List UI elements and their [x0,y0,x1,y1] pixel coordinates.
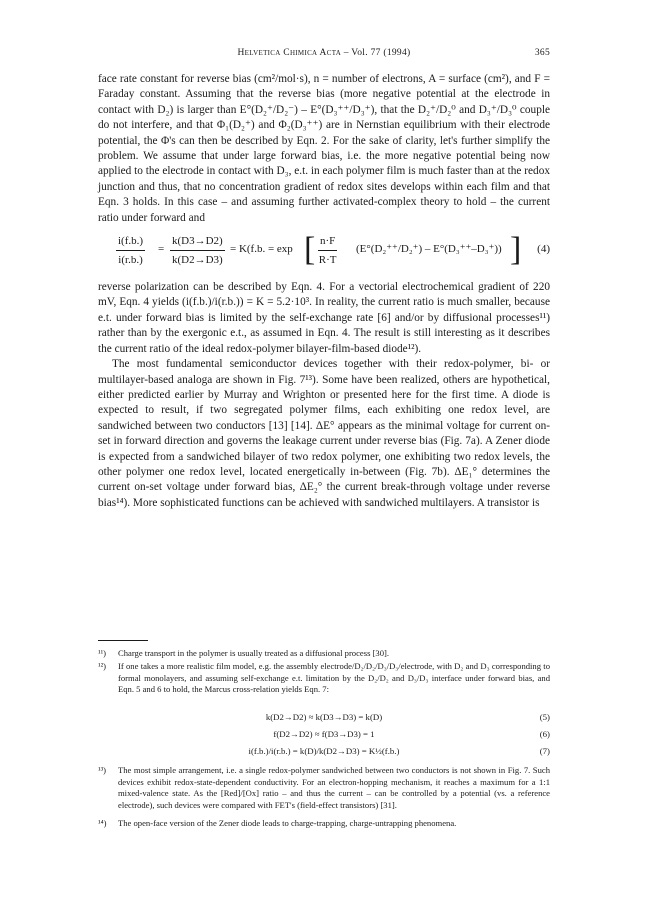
footnote-11 [98,648,550,660]
footnote-13 [98,765,550,811]
footnote-14-mark: ¹⁴) [98,818,107,828]
eq4-rate-fraction [170,234,225,269]
eq4-lhs-numerator: i(f.b.) [116,234,145,251]
equation-6 [98,729,550,741]
eq6-text: f(D2→D2) ≈ f(D3→D3) = 1 [273,729,375,739]
footnote-13-mark: ¹³) [98,765,107,775]
equation-4 [98,230,550,278]
eq4-inner-numerator: n·F [318,234,337,251]
paragraph-1b: reverse polarization can be described by Eqn. 4. For a vectorial electrochemical gradient of 220 mV, Eqn. 4 yields (i(f.b.)/i(r.b.)) = K = 5.2·10³. In reality, the current ratio is much smaller, because e.t. under forward bias is limited by the self-exchange rate [6] and/or by diffusional processes¹¹) rather than by the exergonic e.t., as assumed in Eqn. 4. The result is still interesting as it describes the current ratio of the ideal redox-polymer bilayer-film-based diode¹²). [98,281,550,355]
page-number: 365 [534,48,550,58]
equation-7 [98,746,550,758]
equation-5 [98,712,550,724]
eq5-number: (5) [539,712,550,722]
eq7-text: i(f.b.)/i(r.b.) = k(D)/k(D2→D3) = K½(f.b.) [248,746,400,756]
footnote-11-text: Charge transport in the polymer is usually treated as a diffusional process [30]. [118,648,390,658]
running-header [98,48,550,62]
eq4-rate-numerator: k(D3→D2) [170,234,225,251]
eq4-number: (4) [537,243,550,256]
eq4-right-bracket: ] [510,231,522,269]
eq4-inner-denominator: R·T [318,254,337,267]
eq4-inner-fraction [318,234,337,269]
footnote-11-mark: ¹¹) [98,648,107,658]
eq7-number: (7) [539,746,550,756]
journal-name: Helvetica Chimica Acta [237,48,342,58]
paragraph-1a: face rate constant for reverse bias (cm²/mol·s), n = number of electrons, A = surface (cm²), and F = Faraday constant. Assuming that the reverse bias (more negative potential at the electrode in contact with D₂) is larger than E°(D₂⁺/D₂⁻) – E°(D₃⁺⁺/D₃⁺), that the D₂⁺/D₂⁰ and D₃⁺/D₃⁰ couple do not interfere, and that Φ₁(D₂⁺) and Φ₂(D₃⁺⁺) are in Nernstian equilibrium with their electrode potential, the Φ's can then be described by Eqn. 2. For the sake of clarity, let's further simplify the problem. We assume that under large forward bias, i.e. the more negative potential being now applied to the electrode in contact with D₃, e.t. in each polymer film is much faster than at the redox junction and thus, that no concentration gradient of redox sites develops within each film and that Eqn. 3 holds. In this case – and assuming further activated-complex theory to hold – the current ratio under forward and [98,73,550,224]
eq4-lhs-fraction [116,234,145,269]
footnote-rule [98,640,148,641]
eq4-left-bracket: [ [304,231,316,269]
footnote-13-text: The most simple arrangement, i.e. a single redox-polymer sandwiched between two conductors is not shown in Fig. 7. Such devices exhibit redox-state-dependent conductivity. For an electron-hopping mechanism, it reaches a maximum for a 1:1 mixed-valence state. As the [Red]/[Ox] ratio – and thus the current – can be controlled by a potential (vs. a reference electrode), such devices were compared with FET's (field-effect transistors) [31]. [118,765,550,810]
journal-title [98,48,550,58]
footnote-14 [98,818,550,830]
paragraph-2: The most fundamental semiconductor devices together with their redox-polymer, bi- or multilayer-based analoga are shown in Fig. 7¹³). Some have been realized, others are hypothetical, either predicted earlier by Murray and Wrighton or presented here for the first time. A diode is expected to result, if two segregated polymer films, each exhibiting one redox level, are sandwiched between two conductors [13] [14]. ΔE° appears as the minimal voltage for current on-set in forward direction and governs the leakage current under reverse bias (Fig. 7a). A Zener diode is expected from a sandwiched bilayer of two redox polymer, one exhibiting two redox levels, the other polymer one redox level, located energetically in-between (Fig. 7b). ΔE₁° determines the current on-set voltage under forward bias, ΔE₂° the current break-through voltage under reverse bias¹⁴). More sophisticated functions can be achieved with sandwiched multilayers. A transistor is [98,358,550,509]
eq6-number: (6) [539,729,550,739]
eq4-equals-1: = [158,243,165,256]
eq5-text: k(D2→D2) ≈ k(D3→D3) = k(D) [265,712,383,722]
journal-volume: – Vol. 77 (1994) [343,48,411,58]
eq4-potential-diff: (E°(D₂⁺⁺/D₂⁺) – E°(D₃⁺⁺–D₃⁺)) [356,243,502,256]
footnote-14-text: The open-face version of the Zener diode leads to charge-trapping, charge-untrapping phenomena. [118,818,457,828]
eq4-lhs-denominator: i(r.b.) [118,254,143,267]
footnote-12 [98,661,550,696]
footnote-12-mark: ¹²) [98,661,107,671]
eq4-exp-text: = K(f.b. = exp [230,243,293,256]
footnote-12-text: If one takes a more realistic film model, e.g. the assembly electrode/D₂/D₂/D₃/D₃/electrode, with D₂ and D₃ corresponding to formal monolayers, and assuming self-exchange e.t. limitation by the D₂/D₂ and D₃/D₃ interface under forward bias, and Eqn. 5 and 6 to hold, the Marcus cross-relation yields Eqn. 7: [118,661,550,695]
main-text [98,72,550,511]
eq4-rate-denominator: k(D2→D3) [172,254,223,267]
